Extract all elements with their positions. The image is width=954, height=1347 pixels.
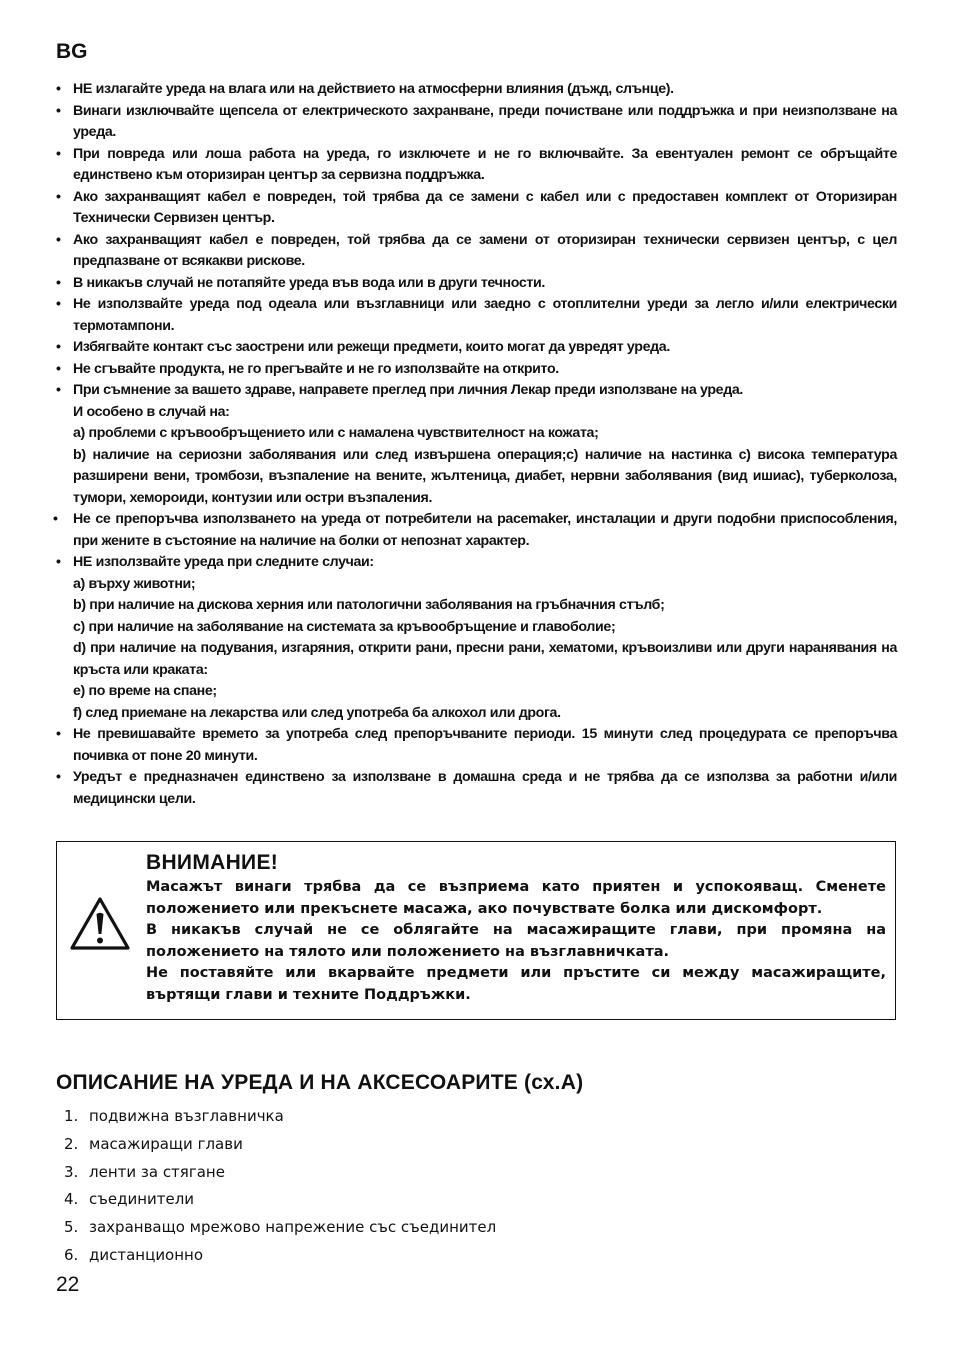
part-number: 4. xyxy=(64,1190,79,1209)
part-number: 6. xyxy=(64,1245,79,1264)
list-item-text: НЕ излагайте уреда на влага или на действието на атмосферни влияния (дъжд, слънце). xyxy=(73,81,674,97)
health-condition-a: a) проблеми с кръвообръщението или с намалена чувствителност на кожата; xyxy=(73,425,599,441)
list-item xyxy=(56,273,897,295)
list-item xyxy=(56,144,897,187)
list-item xyxy=(64,1186,496,1214)
list-item xyxy=(56,767,897,810)
section-title: ОПИСАНИЕ НА УРЕДА И НА АКСЕСОАРИТЕ (сх.А) xyxy=(56,1071,584,1094)
dont-use-case-b: b) при наличие на дискова херния или патологични заболявания на гръбначния стълб; xyxy=(73,597,665,613)
list-item xyxy=(56,101,897,144)
list-item-text: Не превишавайте времето за употреба след препоръчваните периоди. 15 минути след процедурата се препоръчва почивка от поне 20 минути. xyxy=(73,726,897,764)
warning-paragraph: Масажът винаги трябва да се възприема като приятен и успокояващ. Сменете положението или прекъснете масажа, ако почувствате болка или дискомфорт. xyxy=(146,879,886,917)
warning-paragraph: Не поставяйте или вкарвайте предмети или пръстите си между масажиращите, въртящи глави и техните Поддръжки. xyxy=(146,965,886,1003)
list-item xyxy=(56,230,897,273)
dont-use-case-c: c) при наличие на заболявание на системата за кръвообръщение и главоболие; xyxy=(73,618,616,635)
list-item xyxy=(64,1159,496,1187)
bullet-icon: • xyxy=(56,296,61,312)
bullet-icon: • xyxy=(56,360,61,377)
bullet-icon: • xyxy=(56,382,61,398)
list-item-text: Уредът е предназначен единствено за използване в домашна среда и не трябва да се използва за работни и/или медицински цели. xyxy=(73,769,897,807)
list-item xyxy=(56,79,897,101)
list-item-text: При повреда или лоша работа на уреда, го изключете и не го включвайте. За евентуален ремонт се обръщайте единствено към оторизиран център за сервизна поддръжка. xyxy=(73,145,897,183)
list-item-text: Не използвайте уреда под одеала или възглавници или заедно с отоплителни уреди за легло и/или електрически термотампони. xyxy=(73,296,897,334)
health-condition-b: b) наличие на сериозни заболявания или след извършена операция;c) наличие на настинка c) висока температура разширени вени, тромбози, възпаление на вените, жълтеница, диабет, нервни заболявания (вид ишиас), туберколоза, тумори, хемороиди, контузии или остри възпаления. xyxy=(73,446,897,506)
list-item xyxy=(56,337,897,359)
list-item-text: Винаги изключвайте щепсела от електрическото захранване, преди почистване или поддръжка и при неизползване на уреда. xyxy=(73,102,897,140)
warning-triangle-icon xyxy=(69,896,131,952)
pacemaker-text: Не се препоръчва използването на уреда от потребители на pacemaker, инсталации и други подобни приспособления, при жените в състояние на наличие на болки от непознат характер. xyxy=(73,511,897,549)
health-intro: При съмнение за вашето здраве, направете преглед при личния Лекар преди използване на уреда. xyxy=(73,382,744,398)
bullet-icon: • xyxy=(56,231,61,248)
part-number: 3. xyxy=(64,1162,79,1181)
dont-use-case-a: a) върху животни; xyxy=(73,575,196,592)
part-label: захранващо мрежово напрежение със съединител xyxy=(89,1218,497,1237)
part-label: подвижна възглавничка xyxy=(89,1107,284,1125)
list-item-text: Избягвайте контакт със заострени или режещи предмети, които могат да увредят уреда. xyxy=(73,339,670,355)
bullet-icon: • xyxy=(56,145,61,162)
bullet-icon: • xyxy=(56,81,61,97)
safety-instructions xyxy=(53,79,897,810)
list-item xyxy=(56,187,897,230)
list-item xyxy=(64,1214,496,1242)
bullet-icon: • xyxy=(56,274,61,291)
language-code: BG xyxy=(56,40,88,63)
dont-use-case-d: d) при наличие на подувания, изгаряния, открити рани, пресни рани, хематоми, кръвоизливи или други наранявания на кръста или краката: xyxy=(73,640,897,678)
list-item-text: В никакъв случай не потапяйте уреда във вода или в други течности. xyxy=(73,274,545,291)
bullet-icon: • xyxy=(56,554,61,570)
list-item-text: Ако захранващият кабел е повреден, той трябва да се замени с кабел или с предоставен комплект от Оторизиран Технически Сервизен център. xyxy=(73,188,897,226)
bullet-icon: • xyxy=(56,726,61,742)
bullet-icon: • xyxy=(56,339,61,355)
warning-paragraph: В никакъв случай не се облягайте на масажиращите глави, при промяна на положението на тялото или положението на възглавничката. xyxy=(146,922,886,960)
page-number: 22 xyxy=(56,1273,80,1296)
list-item-text: Не сгъвайте продукта, не го прегъвайте и не го използвайте на открито. xyxy=(73,360,559,377)
list-item xyxy=(56,359,897,381)
dont-use-case-e: e) по време на спане; xyxy=(73,683,217,699)
part-label: масажиращи глави xyxy=(89,1134,243,1153)
part-number: 1. xyxy=(64,1107,79,1125)
part-label: дистанционно xyxy=(89,1245,204,1264)
list-item xyxy=(64,1103,496,1131)
dont-use-lead: НЕ използвайте уреда при следните случаи: xyxy=(73,554,374,570)
warning-text xyxy=(146,877,886,1006)
list-item xyxy=(56,724,897,767)
part-number: 2. xyxy=(64,1134,79,1153)
warning-box xyxy=(56,841,896,1020)
parts-list xyxy=(64,1103,496,1270)
list-item xyxy=(64,1131,496,1159)
bullet-icon: • xyxy=(56,769,61,785)
warning-title: ВНИМАНИЕ! xyxy=(146,851,279,874)
list-item-text: Ако захранващият кабел е повреден, той трябва да се замени от оторизиран технически сервизен център, с цел предпазване от всякакви рискове. xyxy=(73,231,897,269)
dont-use-case-f: f) след приемане на лекарства или след употреба ба алкохол или дрога. xyxy=(73,704,561,721)
dont-use-item xyxy=(56,552,897,574)
health-lead: И особено в случай на: xyxy=(73,403,230,420)
bullet-icon: • xyxy=(56,188,61,205)
pacemaker-item xyxy=(53,509,897,552)
part-label: съединители xyxy=(89,1190,195,1209)
part-label: ленти за стягане xyxy=(89,1162,225,1181)
part-number: 5. xyxy=(64,1218,79,1237)
list-item xyxy=(56,294,897,337)
bullet-icon: • xyxy=(56,102,61,119)
health-warning-item xyxy=(56,380,897,402)
bullet-icon: • xyxy=(53,511,58,527)
list-item xyxy=(64,1242,496,1270)
